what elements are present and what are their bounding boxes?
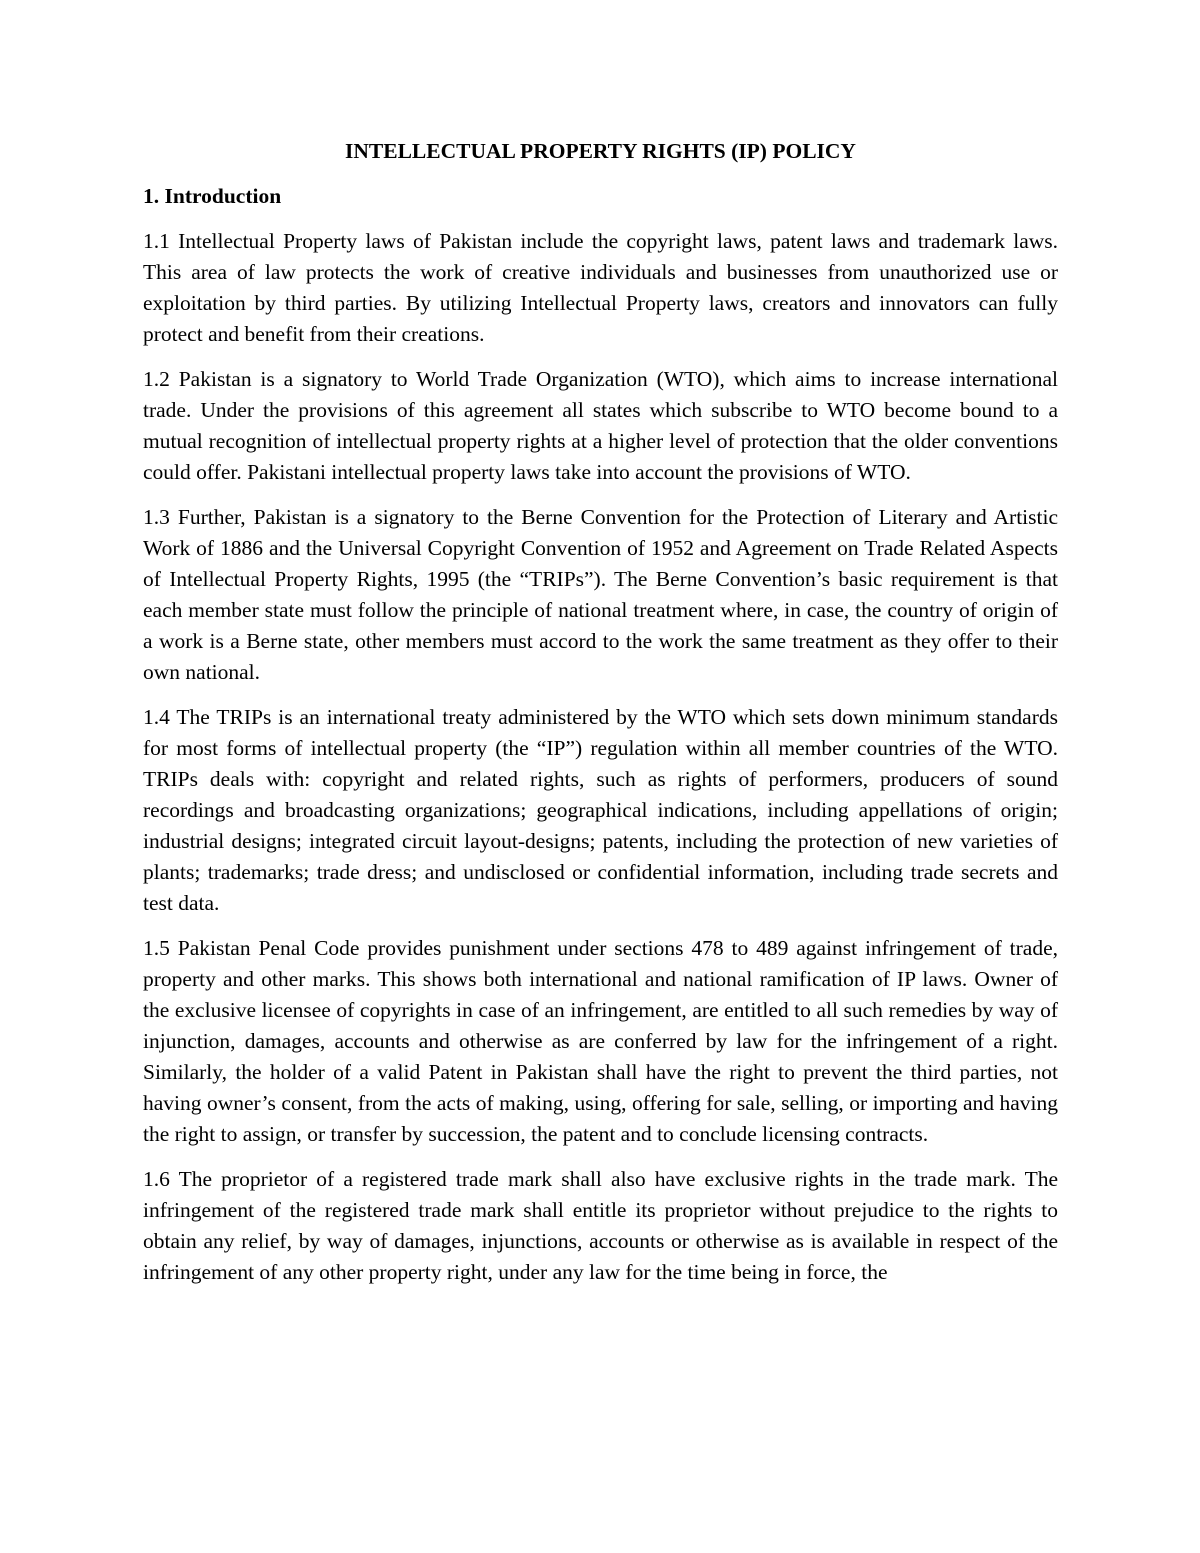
paragraph-1-6: 1.6 The proprietor of a registered trade mark shall also have exclusive rights in the trade mark. The infringement of the registered trade mark shall entitle its proprietor without prejudice to the rights to obtain any relief, by way of damages, injunctions, accounts or otherwise as is available in respect of the infringement of any other property right, under any law for the time being in force, the (143, 1167, 1058, 1284)
paragraph-1-5: 1.5 Pakistan Penal Code provides punishment under sections 478 to 489 against infringement of trade, property and other marks. This shows both international and national ramification of IP laws. Owner of the exclusive licensee of copyrights in case of an infringement, are entitled to all such remedies by way of injunction, damages, accounts and otherwise as are conferred by law for the infringement of a right. Similarly, the holder of a valid Patent in Pakistan shall have the right to prevent the third parties, not having owner’s consent, from the acts of making, using, offering for sale, selling, or importing and having the right to assign, or transfer by succession, the patent and to conclude licensing contracts. (143, 936, 1058, 1146)
document-title: INTELLECTUAL PROPERTY RIGHTS (IP) POLICY (345, 139, 856, 163)
paragraph-1-1: 1.1 Intellectual Property laws of Pakistan include the copyright laws, patent laws and trademark laws. This area of law protects the work of creative individuals and businesses from unauthorized use or exploitation by third parties. By utilizing Intellectual Property laws, creators and innovators can fully protect and benefit from their creations. (143, 229, 1058, 346)
paragraph-1-3: 1.3 Further, Pakistan is a signatory to the Berne Convention for the Protection of Literary and Artistic Work of 1886 and the Universal Copyright Convention of 1952 and Agreement on Trade Related Aspects of Intellectual Property Rights, 1995 (the “TRIPs”). The Berne Convention’s basic requirement is that each member state must follow the principle of national treatment where, in case, the country of origin of a work is a Berne state, other members must accord to the work the same treatment as they offer to their own national. (143, 505, 1058, 684)
paragraph-1-2: 1.2 Pakistan is a signatory to World Trade Organization (WTO), which aims to increase international trade. Under the provisions of this agreement all states which subscribe to WTO become bound to a mutual recognition of intellectual property rights at a higher level of protection that the older conventions could offer. Pakistani intellectual property laws take into account the provisions of WTO. (143, 367, 1058, 484)
section-heading-introduction: 1. Introduction (143, 184, 282, 208)
document-page (143, 136, 1058, 1288)
paragraph-1-4: 1.4 The TRIPs is an international treaty administered by the WTO which sets down minimum standards for most forms of intellectual property (the “IP”) regulation within all member countries of the WTO. TRIPs deals with: copyright and related rights, such as rights of performers, producers of sound recordings and broadcasting organizations; geographical indications, including appellations of origin; industrial designs; integrated circuit layout-designs; patents, including the protection of new varieties of plants; trademarks; trade dress; and undisclosed or confidential information, including trade secrets and test data. (143, 705, 1058, 915)
